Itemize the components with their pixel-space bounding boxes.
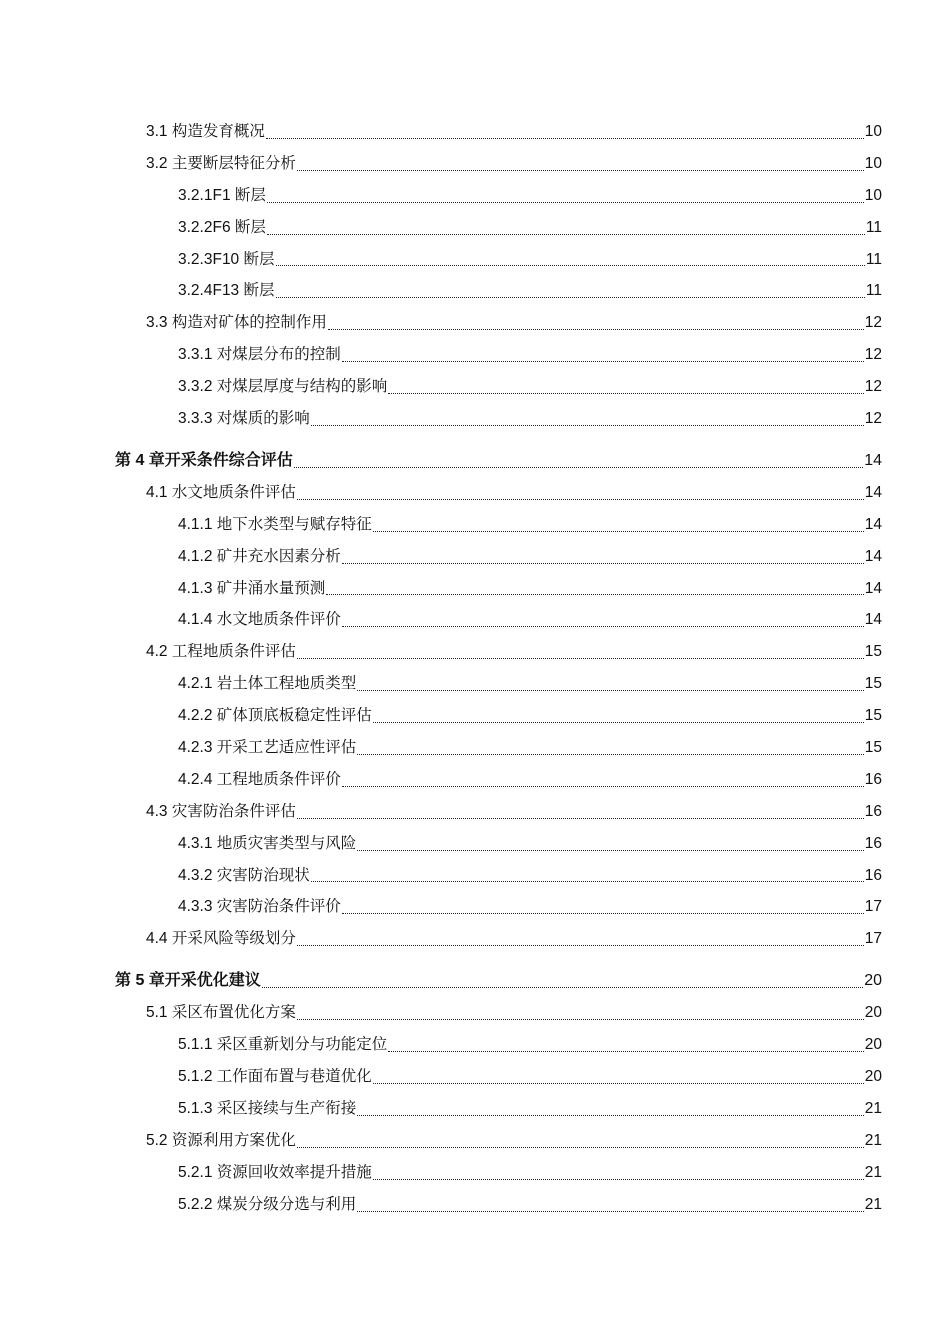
toc-subsection-entry[interactable] xyxy=(0,180,950,212)
toc-page-number: 17 xyxy=(864,930,882,948)
toc-chapter-entry[interactable] xyxy=(0,445,950,477)
toc-page-number: 14 xyxy=(864,579,882,597)
toc-page-number: 14 xyxy=(864,483,882,501)
dot-leader xyxy=(297,1147,864,1148)
toc-page-number: 12 xyxy=(864,378,882,396)
toc-subsection-entry[interactable] xyxy=(0,828,950,860)
dot-leader xyxy=(267,202,864,203)
toc-entry-label: 3.2 主要断层特征分析 xyxy=(146,154,296,172)
toc-entry-label: 5.1 采区布置优化方案 xyxy=(146,1004,296,1022)
dot-leader xyxy=(297,499,864,500)
toc-entry-label: 4.1.2 矿井充水因素分析 xyxy=(178,547,341,565)
toc-page-number: 10 xyxy=(864,154,882,172)
toc-page-number: 16 xyxy=(864,866,882,884)
toc-entry-label: 4.1.1 地下水类型与赋存特征 xyxy=(178,515,372,533)
dot-leader xyxy=(276,297,865,298)
toc-entry-label: 3.3.1 对煤层分布的控制 xyxy=(178,346,341,364)
dot-leader xyxy=(262,987,863,988)
dot-leader xyxy=(357,754,863,755)
table-of-contents xyxy=(0,116,950,1221)
toc-page-number: 14 xyxy=(864,451,882,469)
toc-section-entry[interactable] xyxy=(0,1125,950,1157)
dot-leader xyxy=(297,818,864,819)
toc-page-number: 16 xyxy=(864,802,882,820)
dot-leader xyxy=(357,850,863,851)
toc-page-number: 20 xyxy=(864,1004,882,1022)
toc-subsection-entry[interactable] xyxy=(0,668,950,700)
toc-page-number: 20 xyxy=(864,972,882,990)
dot-leader xyxy=(373,531,864,532)
toc-subsection-entry[interactable] xyxy=(0,891,950,923)
toc-page-number: 11 xyxy=(865,282,882,300)
dot-leader xyxy=(297,1019,864,1020)
toc-subsection-entry[interactable] xyxy=(0,732,950,764)
toc-subsection-entry[interactable] xyxy=(0,403,950,435)
dot-leader xyxy=(342,563,864,564)
dot-leader xyxy=(311,881,864,882)
toc-subsection-entry[interactable] xyxy=(0,860,950,892)
toc-entry-label: 4.2.3 开采工艺适应性评估 xyxy=(178,739,357,757)
toc-page-number: 14 xyxy=(864,515,882,533)
toc-entry-label: 5.2.2 煤炭分级分选与利用 xyxy=(178,1195,357,1213)
toc-entry-label: 4.3.3 灾害防治条件评价 xyxy=(178,898,341,916)
toc-entry-label: 3.1 构造发育概况 xyxy=(146,123,265,140)
toc-entry-label: 3.3.2 对煤层厚度与结构的影响 xyxy=(178,378,388,396)
dot-leader xyxy=(342,786,864,787)
toc-entry-label: 3.3.3 对煤质的影响 xyxy=(178,410,310,428)
toc-subsection-entry[interactable] xyxy=(0,700,950,732)
toc-entry-label: 5.1.1 采区重新划分与功能定位 xyxy=(178,1036,388,1054)
toc-section-entry[interactable] xyxy=(0,997,950,1029)
dot-leader xyxy=(373,722,864,723)
toc-subsection-entry[interactable] xyxy=(0,244,950,276)
toc-page-number: 16 xyxy=(864,770,882,788)
toc-section-entry[interactable] xyxy=(0,148,950,180)
toc-entry-label: 5.2.1 资源回收效率提升措施 xyxy=(178,1163,372,1181)
toc-page-number: 20 xyxy=(864,1036,882,1054)
toc-subsection-entry[interactable] xyxy=(0,1093,950,1125)
dot-leader xyxy=(297,945,864,946)
toc-section-entry[interactable] xyxy=(0,796,950,828)
toc-entry-label: 5.2 资源利用方案优化 xyxy=(146,1131,296,1149)
toc-entry-label: 4.4 开采风险等级划分 xyxy=(146,930,296,948)
toc-page-number: 20 xyxy=(864,1068,882,1086)
toc-entry-label: 第 5 章开采优化建议 xyxy=(115,972,261,990)
toc-entry-label: 4.2.2 矿体顶底板稳定性评估 xyxy=(178,707,372,725)
toc-subsection-entry[interactable] xyxy=(0,1157,950,1189)
toc-entry-label: 4.2 工程地质条件评估 xyxy=(146,643,296,661)
toc-page-number: 15 xyxy=(864,643,882,661)
dot-leader xyxy=(326,594,863,595)
dot-leader xyxy=(357,1115,863,1116)
toc-page-number: 14 xyxy=(864,611,882,629)
dot-leader xyxy=(373,1083,864,1084)
toc-subsection-entry[interactable] xyxy=(0,573,950,605)
toc-page-number: 16 xyxy=(864,834,882,852)
toc-subsection-entry[interactable] xyxy=(0,1029,950,1061)
toc-entry-label: 3.2.1F1 断层 xyxy=(178,186,266,204)
toc-section-entry[interactable] xyxy=(0,923,950,955)
toc-page-number: 21 xyxy=(864,1163,882,1181)
toc-page-number: 12 xyxy=(864,410,882,428)
dot-leader xyxy=(388,393,863,394)
toc-page-number: 12 xyxy=(864,314,882,332)
dot-leader xyxy=(311,425,864,426)
toc-subsection-entry[interactable] xyxy=(0,339,950,371)
toc-subsection-entry[interactable] xyxy=(0,541,950,573)
toc-entry-label: 4.2.4 工程地质条件评价 xyxy=(178,770,341,788)
toc-section-entry[interactable] xyxy=(0,636,950,668)
toc-section-entry[interactable] xyxy=(0,307,950,339)
toc-page-number: 12 xyxy=(864,346,882,364)
toc-page-number: 15 xyxy=(864,707,882,725)
dot-leader xyxy=(328,329,864,330)
toc-subsection-entry[interactable] xyxy=(0,371,950,403)
toc-page-number: 15 xyxy=(864,675,882,693)
toc-subsection-entry[interactable] xyxy=(0,1061,950,1093)
toc-entry-label: 3.2.2F6 断层 xyxy=(178,218,266,236)
toc-page-number: 11 xyxy=(865,250,882,268)
toc-entry-label: 3.2.3F10 断层 xyxy=(178,250,275,268)
dot-leader xyxy=(388,1051,863,1052)
toc-entry-label: 4.1.3 矿井涌水量预测 xyxy=(178,579,326,597)
toc-subsection-entry[interactable] xyxy=(0,212,950,244)
toc-subsection-entry[interactable] xyxy=(0,764,950,796)
toc-entry-label: 5.1.2 工作面布置与巷道优化 xyxy=(178,1068,372,1086)
toc-page-number: 17 xyxy=(864,898,882,916)
toc-subsection-entry[interactable] xyxy=(0,604,950,636)
dot-leader xyxy=(266,138,864,139)
toc-section-entry[interactable] xyxy=(0,477,950,509)
dot-leader xyxy=(267,234,865,235)
toc-entry-label: 5.1.3 采区接续与生产衔接 xyxy=(178,1099,357,1117)
toc-entry-label: 3.3 构造对矿体的控制作用 xyxy=(146,314,327,332)
toc-subsection-entry[interactable] xyxy=(0,1189,950,1221)
dot-leader xyxy=(297,658,864,659)
dot-leader xyxy=(357,1211,863,1212)
dot-leader xyxy=(297,170,864,171)
toc-page-number: 10 xyxy=(864,186,882,204)
toc-page-number: 21 xyxy=(864,1131,882,1149)
toc-entry-label: 3.2.4F13 断层 xyxy=(178,282,275,300)
toc-section-entry[interactable] xyxy=(0,116,950,148)
toc-entry-label: 4.1.4 水文地质条件评价 xyxy=(178,611,341,629)
dot-leader xyxy=(342,626,864,627)
dot-leader xyxy=(342,361,864,362)
toc-entry-label: 4.1 水文地质条件评估 xyxy=(146,483,296,501)
toc-chapter-entry[interactable] xyxy=(0,965,950,997)
dot-leader xyxy=(276,265,865,266)
dot-leader xyxy=(373,1179,864,1180)
dot-leader xyxy=(294,467,863,468)
toc-subsection-entry[interactable] xyxy=(0,275,950,307)
toc-page-number: 11 xyxy=(865,218,882,236)
dot-leader xyxy=(357,690,863,691)
toc-subsection-entry[interactable] xyxy=(0,509,950,541)
toc-entry-label: 4.3 灾害防治条件评估 xyxy=(146,802,296,820)
toc-entry-label: 4.2.1 岩土体工程地质类型 xyxy=(178,675,357,693)
toc-entry-label: 第 4 章开采条件综合评估 xyxy=(115,451,293,469)
toc-page-number: 21 xyxy=(864,1099,882,1117)
toc-page-number: 14 xyxy=(864,547,882,565)
toc-page-number: 15 xyxy=(864,739,882,757)
toc-entry-label: 4.3.2 灾害防治现状 xyxy=(178,866,310,884)
toc-entry-label: 4.3.1 地质灾害类型与风险 xyxy=(178,834,357,852)
toc-page-number: 10 xyxy=(864,123,882,140)
dot-leader xyxy=(342,913,864,914)
toc-page-number: 21 xyxy=(864,1195,882,1213)
